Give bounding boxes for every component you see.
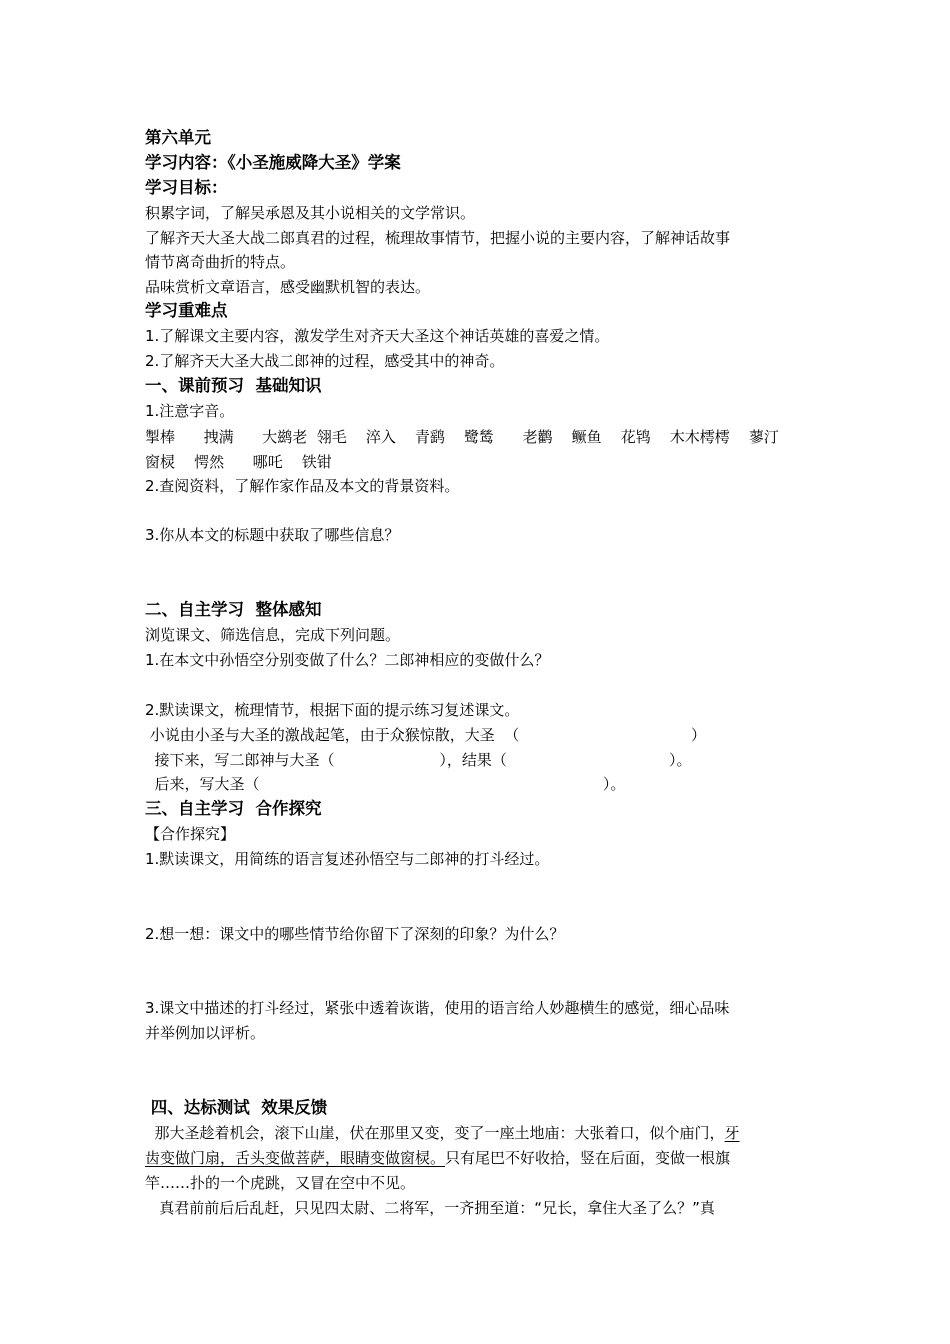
passage-line [145, 1147, 730, 1169]
passage-line [145, 1122, 740, 1144]
section3-heading: 三、自主学习 合作探究 [145, 799, 322, 818]
underlined-text: 齿变做门扇，舌头变做菩萨，眼睛变做窗棂。 [145, 1149, 446, 1167]
fill-line: 小说由小圣与大圣的激战起笔，由于众猴惊散，大圣 （ ） [145, 726, 706, 744]
unit-title: 第六单元 [145, 128, 211, 147]
passage-line: 竿……扑的一个虎跳，又冒在空中不见。 [145, 1174, 416, 1192]
content-title: 学习内容：《小圣施威降大圣》学案 [145, 153, 401, 172]
words-line: 掣棒 拽满 大鹚老 翎毛 淬入 青鹞 鹭鸶 老鹳 鳜鱼 花鸨 木木樗樗 蓼汀 [145, 428, 779, 446]
section2-heading: 二、自主学习 整体感知 [145, 600, 322, 619]
passage-line: 真君前前后后乱赶，只见四太尉、二将军，一齐拥至道：“兄长，拿住大圣了么？”真 [145, 1199, 715, 1217]
section1-q2: 2.查阅资料，了解作家作品及本文的背景资料。 [145, 477, 460, 495]
words-line: 窗棂 愕然 哪吒 铁钳 [145, 453, 332, 471]
section3-sub: 【合作探究】 [145, 825, 236, 843]
section3-q1: 1.默读课文，用简练的语言复述孙悟空与二郎神的打斗经过。 [145, 850, 550, 868]
section4-heading: 四、达标测试 效果反馈 [145, 1098, 328, 1117]
section2-q2: 2.默读课文，梳理情节，根据下面的提示练习复述课文。 [145, 701, 520, 719]
passage-text: 那大圣趁着机会，滚下山崖，伏在那里又变，变了一座土地庙：大张着口，似个庙门， [145, 1124, 725, 1142]
goal-line: 积累字词，了解吴承恩及其小说相关的文学常识。 [145, 204, 476, 222]
section3-q3: 3.课文中描述的打斗经过，紧张中透着诙谐，使用的语言给人妙趣横生的感觉，细心品味 [145, 999, 730, 1017]
key-point: 1.了解课文主要内容，激发学生对齐天大圣这个神话英雄的喜爱之情。 [145, 327, 610, 345]
section2-intro: 浏览课文、筛选信息，完成下列问题。 [145, 626, 401, 644]
goal-line: 了解齐天大圣大战二郎真君的过程，梳理故事情节，把握小说的主要内容，了解神话故事 [145, 229, 731, 247]
underlined-text: 牙 [724, 1124, 740, 1142]
key-point: 2.了解齐天大圣大战二郎神的过程，感受其中的神奇。 [145, 352, 505, 370]
key-heading: 学习重难点 [145, 301, 228, 320]
section3-q2: 2.想一想：课文中的哪些情节给你留下了深刻的印象？为什么？ [145, 925, 565, 943]
section3-q3: 并举例加以评析。 [145, 1024, 266, 1042]
passage-text: 只有尾巴不好收拾，竖在后面，变做一根旗 [445, 1149, 731, 1167]
goal-line: 品味赏析文章语言，感受幽默机智的表达。 [145, 278, 431, 296]
section2-q1: 1.在本文中孙悟空分别变做了什么？二郎神相应的变做什么？ [145, 651, 550, 669]
goals-heading: 学习目标： [145, 178, 228, 197]
section1-q3: 3.你从本文的标题中获取了哪些信息？ [145, 526, 400, 544]
goal-line: 情节离奇曲折的特点。 [145, 253, 296, 271]
fill-line: 接下来，写二郎神与大圣（ ），结果（ ）。 [145, 751, 692, 769]
section1-q1: 1.注意字音。 [145, 402, 235, 420]
fill-line: 后来，写大圣（ ）。 [145, 775, 626, 793]
section1-heading: 一、课前预习 基础知识 [145, 376, 322, 395]
